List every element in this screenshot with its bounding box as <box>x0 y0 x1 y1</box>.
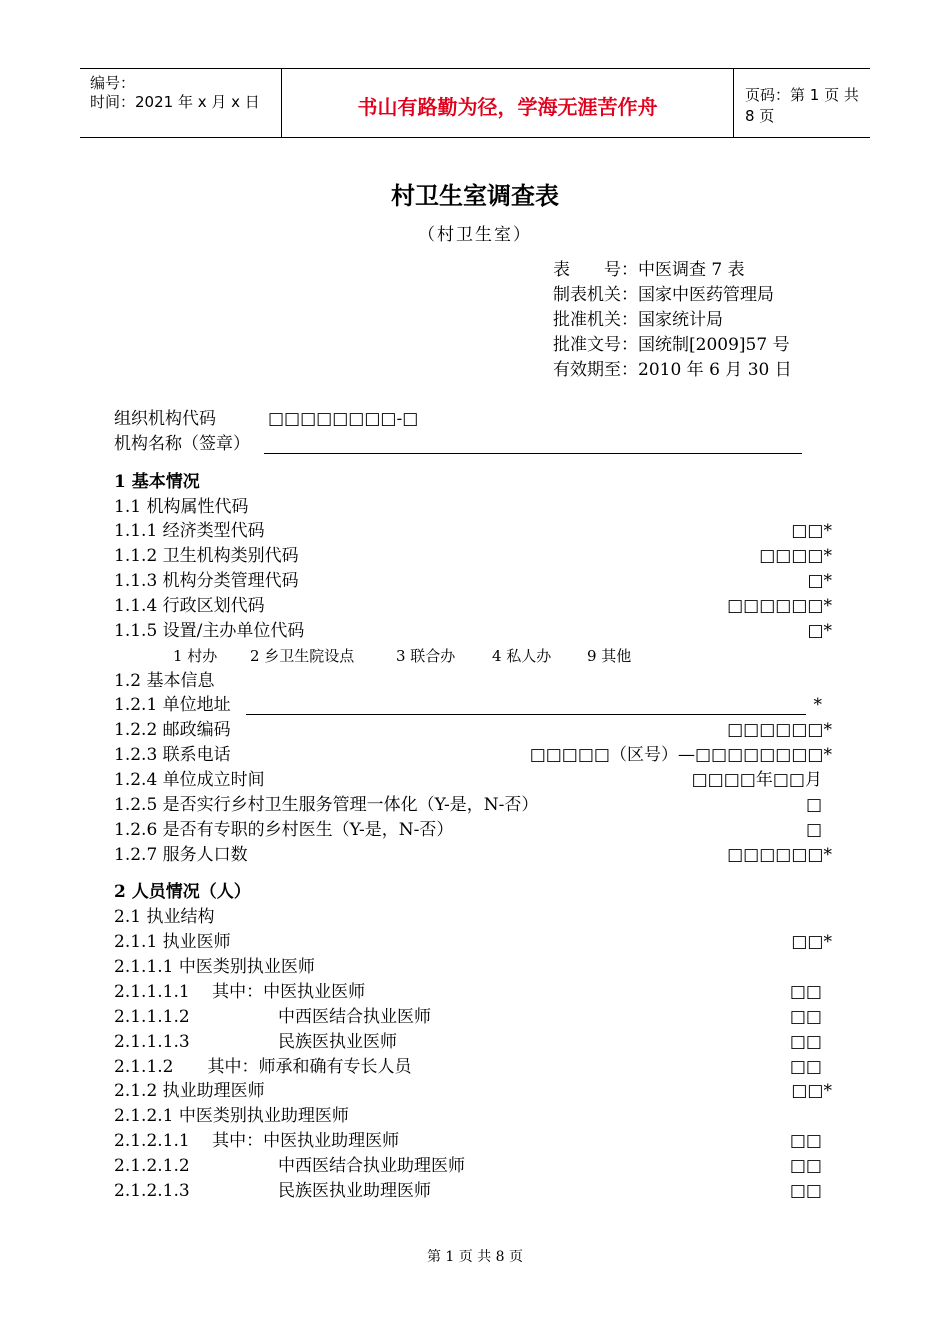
org-code-label: 组织机构代码 <box>114 409 216 429</box>
meta-valid-until: 有效期至：2010 年 6 月 30 日 <box>553 360 792 380</box>
meta-issuer: 制表机关：国家中医药管理局 <box>553 285 774 305</box>
item-1-2-3: 1.2.3 联系电话 <box>114 745 231 765</box>
item-2-1-1-1-3-label: 民族医执业医师 <box>278 1032 397 1052</box>
item-2-1-2-1: 2.1.2.1 中医类别执业助理医师 <box>114 1106 349 1126</box>
option-private: 4 私人办 <box>492 647 552 665</box>
org-name-label: 机构名称（签章） <box>114 434 250 454</box>
org-name-field[interactable] <box>264 453 802 454</box>
item-2-1-1-2-boxes[interactable]: □□ <box>789 1057 822 1077</box>
section-1-1: 1.1 机构属性代码 <box>114 497 249 517</box>
item-2-1-1-1-2-number: 2.1.1.1.2 <box>114 1007 190 1027</box>
item-1-1-1: 1.1.1 经济类型代码 <box>114 521 265 541</box>
item-2-1-2-1-2-number: 2.1.2.1.2 <box>114 1156 190 1176</box>
item-2-1-2-1-1-boxes[interactable]: □□ <box>789 1131 822 1151</box>
item-1-2-5-box[interactable]: □ <box>805 795 822 815</box>
item-2-1-2-boxes[interactable]: □□* <box>791 1081 832 1101</box>
section-2-1: 2.1 执业结构 <box>114 907 215 927</box>
item-1-1-4-boxes[interactable]: □□□□□□* <box>727 596 832 616</box>
doc-time-label: 时间：2021 年 x 月 x 日 <box>90 93 260 111</box>
meta-approver: 批准机关：国家统计局 <box>553 310 723 330</box>
item-2-1-1-1: 2.1.1.1 中医类别执业医师 <box>114 957 315 977</box>
item-2-1-2-1-1: 2.1.2.1.1 其中：中医执业助理医师 <box>114 1131 400 1151</box>
item-1-2-6-box[interactable]: □ <box>805 820 822 840</box>
meta-form-number: 表 号：中医调查 7 表 <box>553 260 745 280</box>
item-1-2-1: 1.2.1 单位地址 <box>114 695 231 715</box>
item-2-1-2-1-3-label: 民族医执业助理医师 <box>278 1181 431 1201</box>
item-2-1-2-1-3-boxes[interactable]: □□ <box>789 1181 822 1201</box>
item-1-1-2: 1.1.2 卫生机构类别代码 <box>114 546 299 566</box>
item-1-1-1-boxes[interactable]: □□* <box>791 521 832 541</box>
item-2-1-2-1-2-label: 中西医结合执业助理医师 <box>278 1156 465 1176</box>
header-cell-left <box>80 69 282 137</box>
form-meta <box>553 258 792 383</box>
item-1-2-2-boxes[interactable]: □□□□□□* <box>727 720 832 740</box>
item-1-2-6: 1.2.6 是否有专职的乡村医生（Y-是，N-否） <box>114 820 454 840</box>
page-footer: 第 1 页 共 8 页 <box>426 1249 524 1265</box>
section-1-2: 1.2 基本信息 <box>114 671 215 691</box>
item-2-1-2-1-2-boxes[interactable]: □□ <box>789 1156 822 1176</box>
item-2-1-1-1-1: 2.1.1.1.1 其中：中医执业医师 <box>114 982 366 1002</box>
item-2-1-2: 2.1.2 执业助理医师 <box>114 1081 265 1101</box>
item-1-2-1-required: * <box>813 695 822 715</box>
item-2-1-1-1-1-boxes[interactable]: □□ <box>789 982 822 1002</box>
item-1-1-3: 1.1.3 机构分类管理代码 <box>114 571 299 591</box>
option-joint: 3 联合办 <box>396 647 456 665</box>
item-1-1-3-boxes[interactable]: □* <box>807 571 832 591</box>
item-2-1-1-1-2-label: 中西医结合执业医师 <box>278 1007 431 1027</box>
item-2-1-1-boxes[interactable]: □□* <box>791 932 832 952</box>
option-village: 1 村办 <box>173 647 218 665</box>
item-2-1-1-1-3-boxes[interactable]: □□ <box>789 1032 822 1052</box>
page-subtitle: （村卫生室） <box>418 225 532 245</box>
item-2-1-1-2: 2.1.1.2 其中：师承和确有专长人员 <box>114 1057 412 1077</box>
item-1-1-5: 1.1.5 设置/主办单位代码 <box>114 621 305 641</box>
item-1-1-4: 1.1.4 行政区划代码 <box>114 596 265 616</box>
meta-approval-no: 批准文号：国统制[2009]57 号 <box>553 335 790 355</box>
item-1-2-7: 1.2.7 服务人口数 <box>114 845 248 865</box>
item-1-1-5-boxes[interactable]: □* <box>807 621 832 641</box>
page-title: 村卫生室调查表 <box>391 181 559 210</box>
item-2-1-1-1-3-number: 2.1.1.1.3 <box>114 1032 190 1052</box>
option-township-point: 2 乡卫生院设点 <box>250 647 355 665</box>
item-2-1-2-1-3-number: 2.1.2.1.3 <box>114 1181 190 1201</box>
section-1-title: 1 基本情况 <box>114 472 200 492</box>
page-header <box>80 68 870 138</box>
item-1-2-5: 1.2.5 是否实行乡村卫生服务管理一体化（Y-是，N-否） <box>114 795 539 815</box>
header-page-info: 页码：第 1 页 共 8 页 <box>745 86 859 125</box>
item-1-2-4-boxes[interactable]: □□□□年□□月 <box>691 770 822 790</box>
item-1-1-2-boxes[interactable]: □□□□* <box>759 546 832 566</box>
section-2-title: 2 人员情况（人） <box>114 882 251 902</box>
doc-number-label: 编号： <box>90 74 136 92</box>
item-2-1-1: 2.1.1 执业医师 <box>114 932 231 952</box>
org-code-boxes[interactable]: □□□□□□□□-□ <box>268 409 419 429</box>
item-1-2-2: 1.2.2 邮政编码 <box>114 720 231 740</box>
item-1-2-3-boxes[interactable]: □□□□□（区号）—□□□□□□□□* <box>529 745 832 765</box>
item-1-2-7-boxes[interactable]: □□□□□□* <box>727 845 832 865</box>
item-1-2-4: 1.2.4 单位成立时间 <box>114 770 265 790</box>
header-motto: 书山有路勤为径，学海无涯苦作舟 <box>282 69 734 137</box>
address-field[interactable] <box>246 714 806 715</box>
option-other: 9 其他 <box>587 647 632 665</box>
item-2-1-1-1-2-boxes[interactable]: □□ <box>789 1007 822 1027</box>
